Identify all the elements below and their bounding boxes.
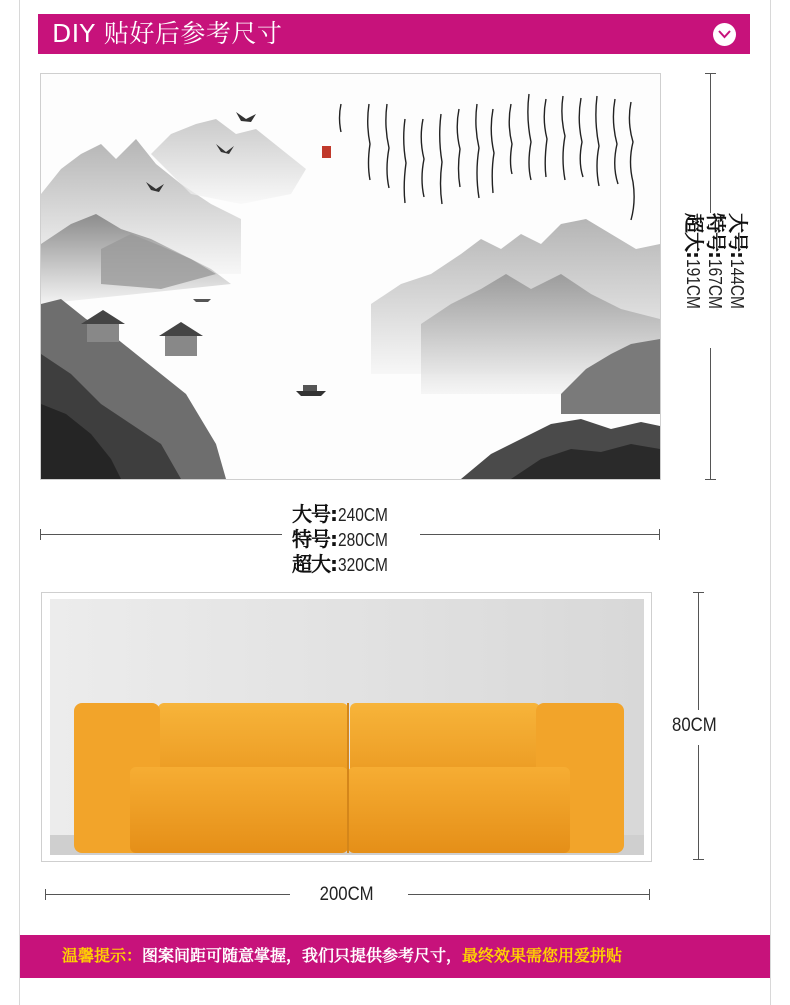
- width-dimension-labels: [292, 498, 422, 576]
- seal-stamp: [322, 146, 331, 158]
- landscape-painting: [40, 73, 661, 480]
- sofa-photo: [41, 592, 652, 862]
- sofa-width-line-right: [408, 894, 650, 895]
- colon: :: [704, 251, 728, 259]
- header-bar: [38, 14, 750, 54]
- sofa-width-label: 200CM: [319, 884, 374, 905]
- height-dim-key: 超大: [682, 213, 706, 251]
- sofa-height-line-top: [698, 592, 699, 710]
- height-dim-cap-bottom: [705, 479, 716, 480]
- height-dim-line-bottom: [710, 348, 711, 480]
- tip-label: 温馨提示：: [62, 946, 143, 965]
- colon: :: [726, 251, 750, 259]
- width-dim-key: 大号: [292, 502, 330, 526]
- height-dim-key: 特号: [704, 213, 728, 251]
- height-dim-value: 167CM: [705, 259, 725, 309]
- colon: :: [330, 502, 338, 526]
- width-dim-key: 超大: [292, 552, 330, 576]
- height-dim-value: 144CM: [727, 259, 747, 309]
- width-dim-value: 320CM: [338, 555, 388, 575]
- width-dim-row: [292, 548, 422, 576]
- right-border-line: [770, 0, 771, 1005]
- height-dim-key: 大号: [726, 213, 750, 251]
- footer-tip-text: [62, 945, 622, 967]
- sofa-height-cap-bottom: [693, 859, 704, 860]
- left-border-line: [19, 0, 20, 1005]
- width-dim-value: 280CM: [338, 530, 388, 550]
- sofa-height-line-bottom: [698, 745, 699, 860]
- sofa-width-cap-right: [649, 889, 650, 900]
- colon: :: [330, 552, 338, 576]
- header-title: DIY 贴好后参考尺寸: [52, 19, 283, 48]
- colon: :: [330, 527, 338, 551]
- chevron-down-icon[interactable]: [713, 23, 736, 46]
- sofa-height-label: 80CM: [672, 715, 717, 736]
- sofa-width-line-left: [45, 894, 290, 895]
- width-dim-cap-right: [659, 529, 660, 540]
- calligraphy-poem: [340, 94, 635, 220]
- height-dim-line-top: [710, 73, 711, 213]
- tip-highlight: 最终效果需您用爱拼贴: [462, 946, 623, 965]
- width-dim-row: [292, 498, 422, 526]
- height-dim-row: [726, 213, 754, 363]
- tip-body: 图案间距可随意掌握，我们只提供参考尺寸，: [142, 946, 463, 965]
- width-dim-key: 特号: [292, 527, 330, 551]
- width-dim-row: [292, 523, 422, 551]
- width-dim-value: 240CM: [338, 505, 388, 525]
- boat-icon: [193, 299, 326, 396]
- height-dimension-labels: [674, 213, 754, 363]
- colon: :: [682, 251, 706, 259]
- footer-tip-bar: [20, 935, 770, 978]
- width-dim-line-right: [420, 534, 660, 535]
- yellow-sofa-icon: [74, 703, 624, 853]
- height-dim-value: 191CM: [683, 259, 703, 309]
- width-dim-line-left: [40, 534, 282, 535]
